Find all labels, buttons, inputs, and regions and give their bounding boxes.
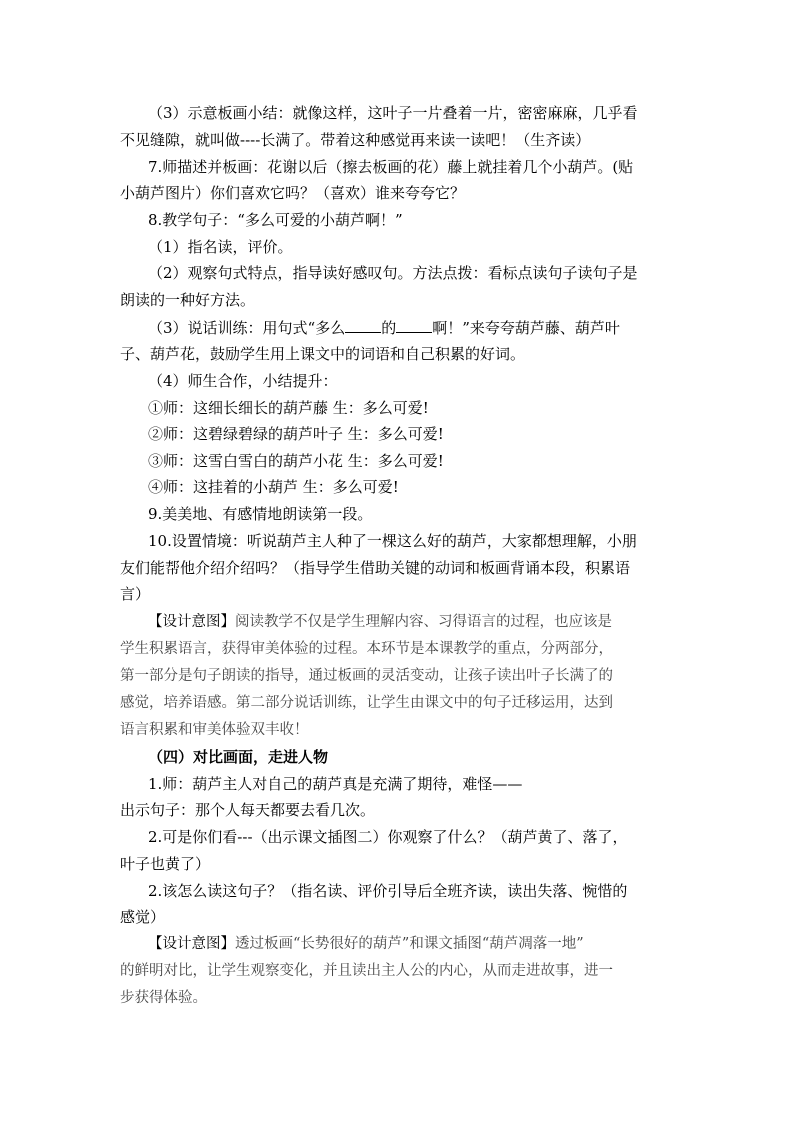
text-line: 9.美美地、有感情地朗读第一段。	[148, 505, 373, 523]
text-line: 言）	[120, 585, 151, 603]
text-line: 7.师描述并板画：花谢以后（擦去板画的花）藤上就挂着几个小葫芦。(贴	[148, 158, 634, 176]
design-intent-line	[148, 935, 584, 953]
text-line: 1.师：葫芦主人对自己的葫芦真是充满了期待，难怪——	[148, 775, 523, 793]
dialogue-line: ④师：这挂着的小葫芦 生：多么可爱!	[148, 478, 399, 496]
text-segment: 啊！”来夸夸葫芦藤、葫芦叶	[432, 319, 620, 337]
text-line: （1）指名读，评价。	[148, 238, 293, 256]
text-line: 出示句子：那个人每天都要去看几次。	[120, 801, 376, 819]
fill-blank	[396, 318, 432, 333]
design-intent-line	[148, 613, 612, 631]
text-line: 叶子也黄了）	[120, 855, 211, 873]
text-line: 8.教学句子：“多么可爱的小葫芦啊！”	[148, 211, 403, 229]
design-intent-label: 【设计意图】	[148, 614, 235, 630]
text-line: 10.设置情境：听说葫芦主人种了一棵这么好的葫芦，大家都想理解，小朋	[148, 532, 637, 550]
text-line: 2.可是你们看---（出示课文插图二）你观察了什么？（葫芦黄了、落了，	[148, 828, 628, 846]
text-line: （4）师生合作，小结提升：	[148, 372, 338, 390]
text-segment: 的	[381, 319, 397, 337]
text-line: （3）示意板画小结：就像这样，这叶子一片叠着一片，密密麻麻，几乎看	[148, 104, 638, 122]
text-line: 2.该怎么读这句子？（指名读、评价引导后全班齐读，读出失落、惋惜的	[148, 882, 628, 900]
design-intent-line: 的鲜明对比，让学生观察变化，并且读出主人公的内心，从而走进故事，进一	[120, 963, 613, 979]
text-line	[148, 318, 620, 337]
design-intent-text: 阅读教学不仅是学生理解内容、习得语言的过程，也应该是	[235, 614, 612, 630]
dialogue-line: ②师：这碧绿碧绿的葫芦叶子 生：多么可爱!	[148, 425, 444, 443]
text-line: （2）观察句式特点，指导读好感叹句。方法点拨：看标点读句子读句子是	[148, 264, 638, 282]
text-line: 不见缝隙，就叫做----长满了。带着这种感觉再来读一读吧！（生齐读）	[120, 131, 591, 149]
text-line: 友们能帮他介绍介绍吗？（指导学生借助关键的动词和板画背诵本段，积累语	[120, 559, 631, 577]
dialogue-line: ③师：这雪白雪白的葫芦小花 生：多么可爱!	[148, 452, 444, 470]
text-segment: （3）说话训练：用句式“多么	[148, 319, 346, 337]
design-intent-line: 第一部分是句子朗读的指导，通过板画的灵活变动，让孩子读出叶子长满了的	[120, 668, 613, 684]
design-intent-line: 学生积累语言，获得审美体验的过程。本环节是本课教学的重点，分两部分，	[120, 641, 613, 657]
fill-blank	[345, 318, 381, 333]
design-intent-text: 透过板画“长势很好的葫芦”和课文插图“葫芦凋落一地”	[235, 936, 584, 952]
section-heading: （四）对比画面，走进人物	[148, 748, 329, 766]
design-intent-line: 感觉，培养语感。第二部分说话训练，让学生由课文中的句子迁移运用，达到	[120, 695, 613, 711]
design-intent-line: 步获得体验。	[120, 990, 207, 1006]
text-line: 朗读的一种好方法。	[120, 291, 256, 309]
design-intent-line: 语言积累和审美体验双丰收！	[120, 722, 309, 738]
design-intent-label: 【设计意图】	[148, 936, 235, 952]
dialogue-line: ①师：这细长细长的葫芦藤 生：多么可爱!	[148, 399, 429, 417]
text-line: 子、葫芦花，鼓励学生用上课文中的词语和自己积累的好词。	[120, 345, 526, 363]
text-line: 小葫芦图片）你们喜欢它吗？（喜欢）谁来夸夸它？	[120, 184, 466, 202]
text-line: 感觉）	[120, 908, 166, 926]
